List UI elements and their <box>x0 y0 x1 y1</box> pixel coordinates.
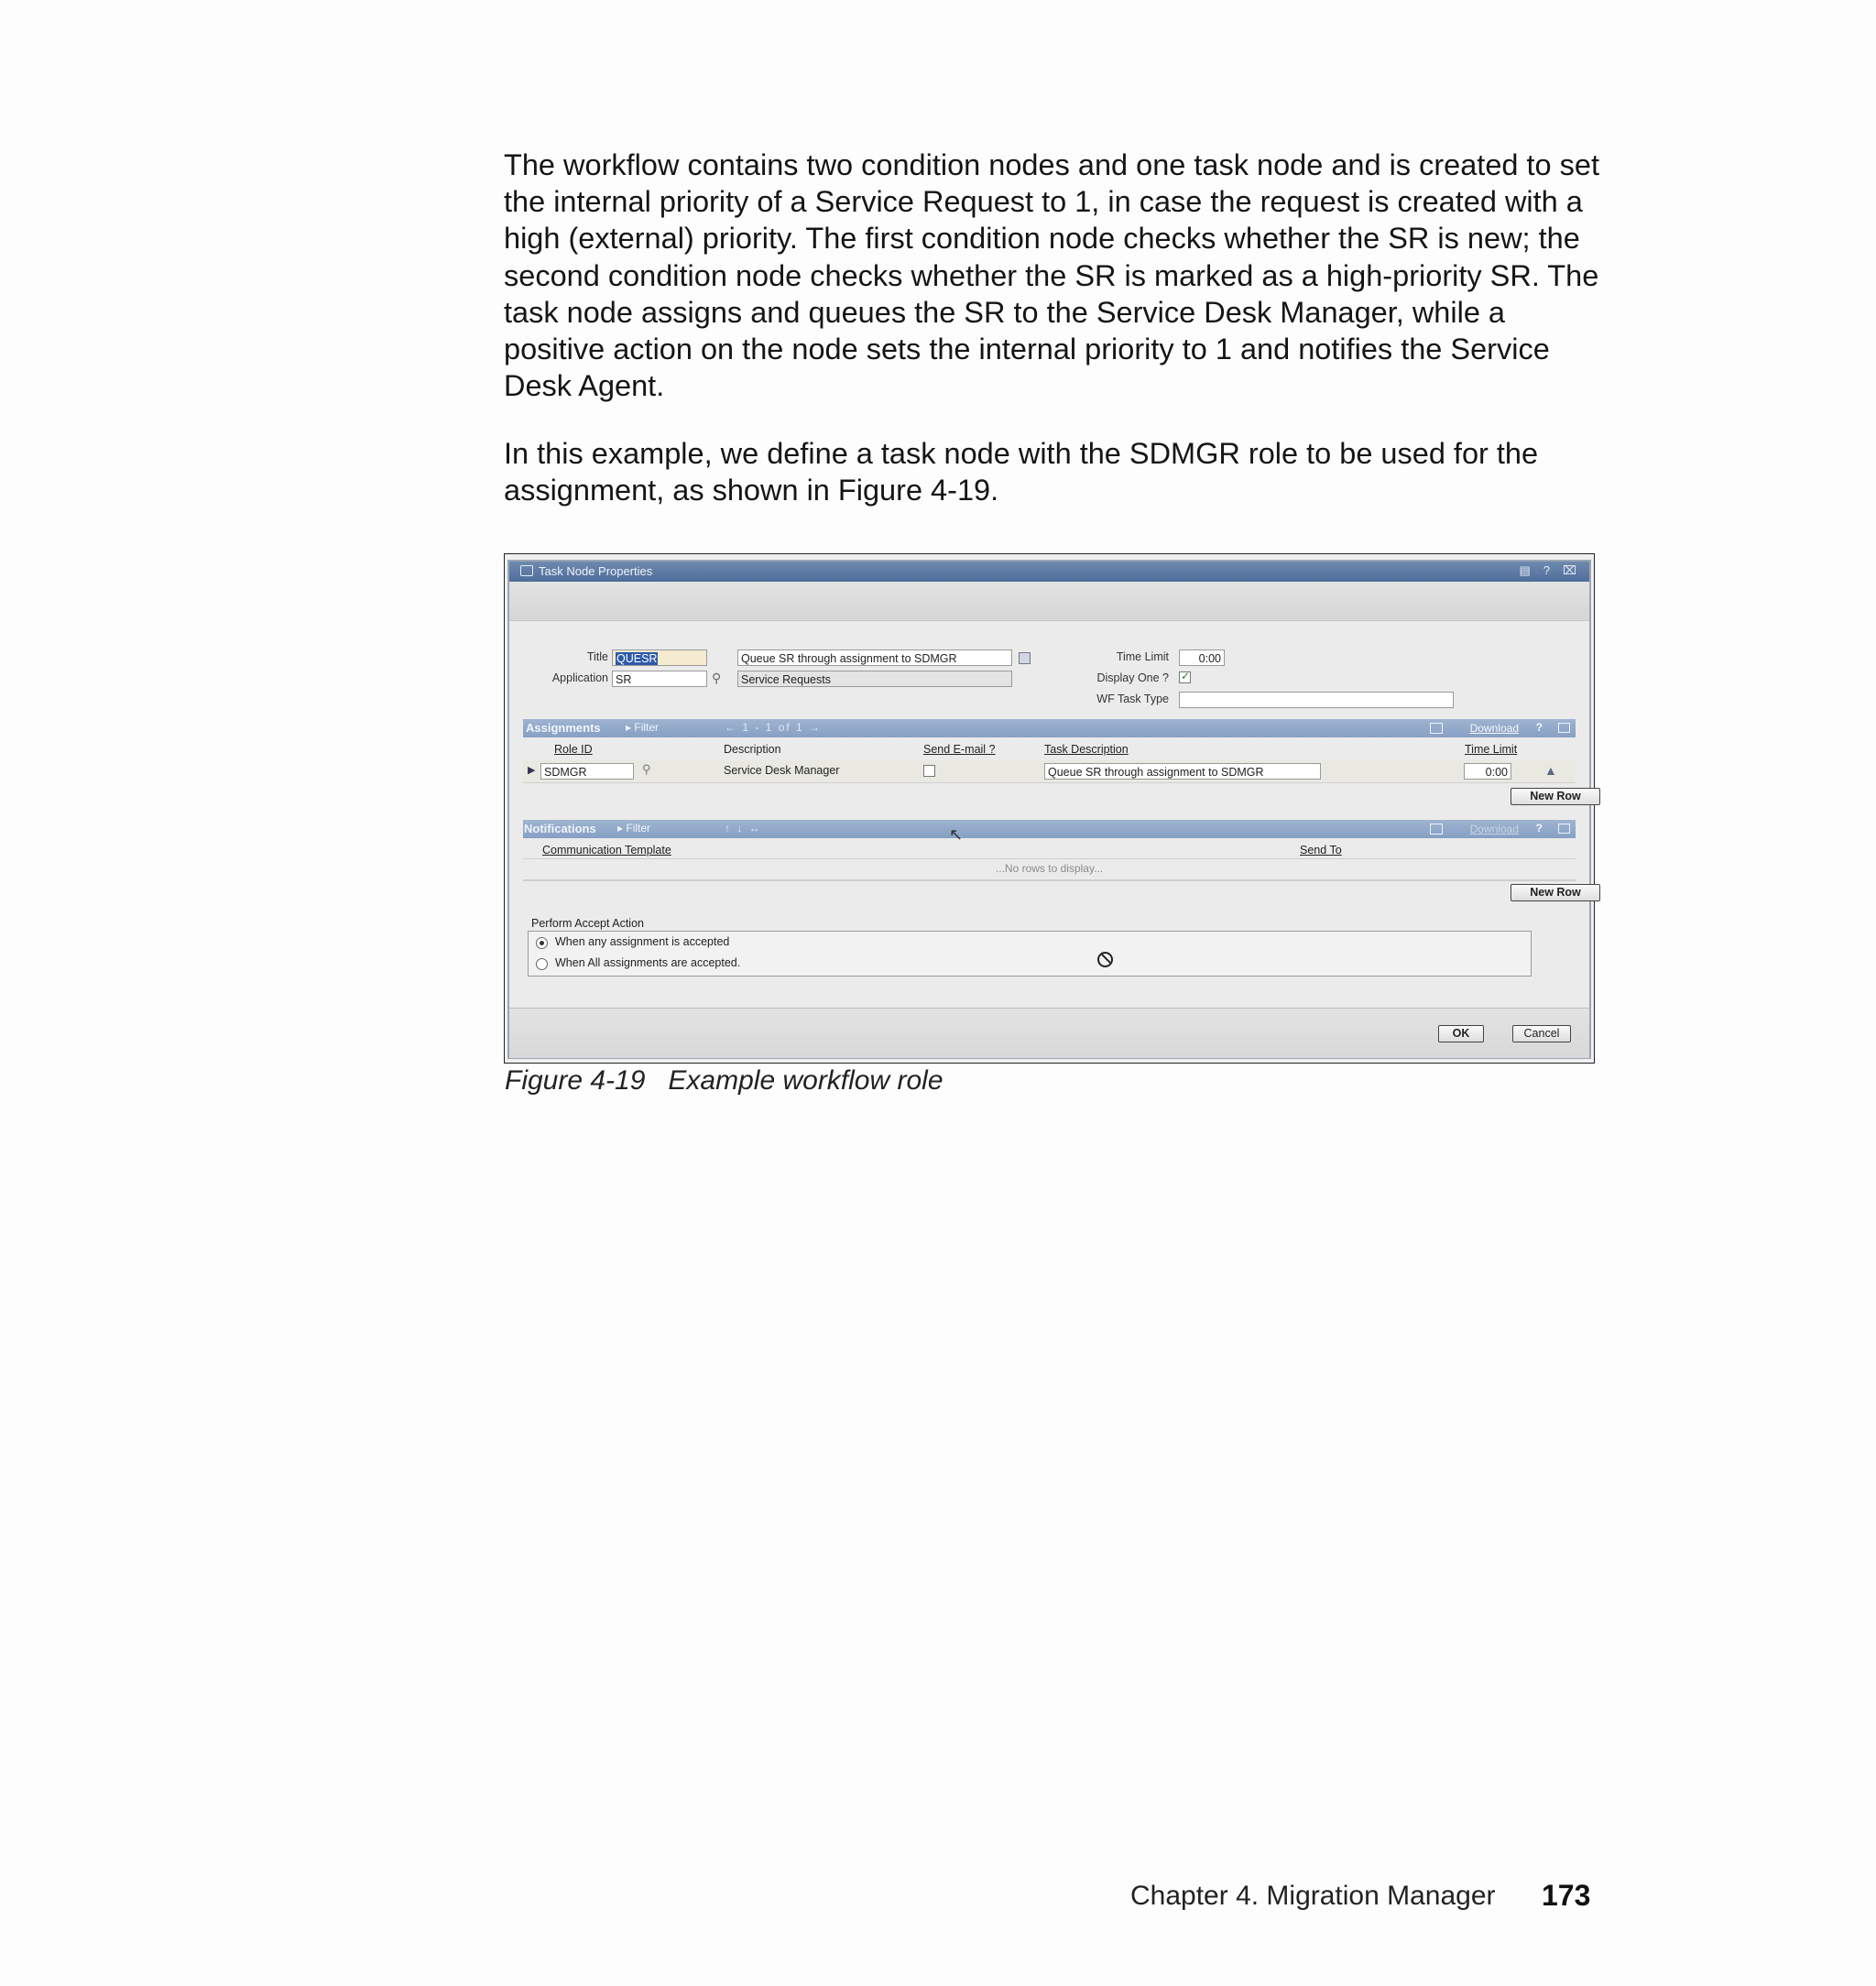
assignments-help-icon[interactable]: ? <box>1535 721 1543 734</box>
accept-all-radio[interactable] <box>536 958 548 970</box>
long-description-icon[interactable] <box>1019 652 1031 664</box>
notifications-toolbar <box>523 820 1576 838</box>
notifications-filter-label: Filter <box>626 822 651 835</box>
application-label: Application <box>551 671 608 684</box>
col-send-to[interactable]: Send To <box>1300 844 1342 857</box>
footer-chapter-title: Chapter 4. Migration Manager <box>1130 1881 1496 1911</box>
assignments-download-link[interactable]: Download <box>1469 722 1519 735</box>
assignments-new-row-button[interactable]: New Row <box>1511 788 1600 805</box>
lookup-icon[interactable]: ⚲ <box>712 671 722 685</box>
time-limit-label: Time Limit <box>1116 650 1169 663</box>
application-description-field: Service Requests <box>737 671 1012 687</box>
display-one-checkbox[interactable] <box>1179 671 1191 683</box>
notifications-download-icon[interactable] <box>1430 824 1443 835</box>
accept-any-label: When any assignment is accepted <box>555 935 730 948</box>
body-paragraph-1: The workflow contains two condition nodes and one task node and is created to set the internal priority of a Service Request to 1, in case the request is created with a high (external) priority. The first condition node checks whether the SR is new; the second condition node checks whether the SR is marked as a high-priority SR. The task node assigns and queues the SR to the Service Desk Manager, while a positive action on the node sets the internal priority to 1 and notifies the Service Desk Agent. <box>504 148 1600 403</box>
assignments-toolbar <box>523 719 1576 737</box>
accept-action-group <box>528 931 1532 977</box>
title-field[interactable] <box>612 649 707 666</box>
application-field[interactable]: SR <box>612 671 707 687</box>
assignments-filter-label: Filter <box>634 721 660 734</box>
figure-screenshot <box>504 553 1595 1064</box>
row-expand-icon[interactable]: ▶ <box>528 765 536 776</box>
dialog-titlebar <box>509 562 1589 582</box>
mouse-pointer-icon: ↖ <box>949 825 964 844</box>
dialog-title: Task Node Properties <box>539 564 653 578</box>
role-id-field[interactable]: SDMGR <box>540 763 634 780</box>
wf-task-type-label: WF Task Type <box>1096 693 1169 705</box>
col-time-limit[interactable]: Time Limit <box>1465 743 1518 756</box>
col-role-id[interactable]: Role ID <box>554 743 593 756</box>
notifications-download-link[interactable]: Download <box>1469 823 1519 835</box>
dialog-footer <box>509 1008 1589 1058</box>
notifications-help-icon[interactable]: ? <box>1535 822 1543 835</box>
accept-all-label: When All assignments are accepted. <box>555 956 741 969</box>
assignments-title: Assignments <box>526 721 601 735</box>
help-icon[interactable]: ? <box>1543 563 1551 577</box>
title-label: Title <box>586 650 608 663</box>
close-icon[interactable]: ⌧ <box>1563 563 1576 577</box>
title-description-field[interactable]: Queue SR through assignment to SDMGR <box>737 649 1012 666</box>
checkmark-icon: ✓ <box>1181 670 1191 682</box>
delete-row-icon[interactable]: ▲ <box>1544 763 1557 778</box>
wf-task-type-field[interactable] <box>1179 692 1454 708</box>
accept-any-radio[interactable] <box>536 937 548 949</box>
notifications-title: Notifications <box>524 822 596 835</box>
row-time-limit-field[interactable]: 0:00 <box>1464 763 1511 780</box>
col-description: Description <box>724 743 781 756</box>
time-limit-field[interactable]: 0:00 <box>1179 649 1225 666</box>
body-paragraph-2: In this example, we define a task node with the SDMGR role to be used for the assignment, as shown in Figure 4-19. <box>504 437 1539 507</box>
titlebar-buttons <box>1519 563 1576 578</box>
notifications-filter-button[interactable]: ▸ Filter <box>617 822 651 835</box>
notifications-minimize-icon[interactable] <box>1558 824 1570 834</box>
assignments-pager: ← 1 - 1 of 1 → <box>725 721 823 734</box>
download-icon[interactable] <box>1430 723 1443 734</box>
send-email-checkbox[interactable] <box>923 765 935 777</box>
task-node-properties-dialog <box>507 560 1591 1059</box>
figure-caption: Figure 4-19 Example workflow role <box>505 1065 943 1096</box>
assignments-filter-button[interactable]: ▸ Filter <box>626 721 660 734</box>
dialog-icon <box>520 565 533 576</box>
perform-accept-action-label: Perform Accept Action <box>531 917 644 930</box>
notifications-new-row-button[interactable]: New Row <box>1511 884 1600 901</box>
title-value: QUESR <box>616 652 658 665</box>
cancel-button[interactable]: Cancel <box>1512 1025 1571 1042</box>
notifications-nav: ↑ ↓ ↔ <box>725 822 762 835</box>
assignments-pager-text: 1 - 1 of 1 <box>742 721 804 734</box>
ok-button[interactable]: OK <box>1438 1025 1484 1042</box>
col-send-email[interactable]: Send E-mail ? <box>923 743 996 756</box>
dialog-toolbar <box>509 582 1589 621</box>
table-row[interactable] <box>523 760 1576 783</box>
col-communication-template[interactable]: Communication Template <box>542 844 671 857</box>
role-description: Service Desk Manager <box>724 764 840 777</box>
display-one-label: Display One ? <box>1096 671 1169 684</box>
assignments-minimize-icon[interactable] <box>1558 723 1570 733</box>
not-allowed-cursor-icon <box>1097 952 1113 967</box>
role-lookup-icon[interactable]: ⚲ <box>642 762 651 776</box>
task-description-field[interactable]: Queue SR through assignment to SDMGR <box>1044 763 1321 780</box>
footer-page-number: 173 <box>1542 1879 1591 1912</box>
minimize-icon[interactable]: ▤ <box>1519 563 1531 577</box>
col-task-description[interactable]: Task Description <box>1044 743 1129 756</box>
no-rows-text: ...No rows to display... <box>995 862 1104 875</box>
notifications-empty-row <box>523 858 1576 881</box>
